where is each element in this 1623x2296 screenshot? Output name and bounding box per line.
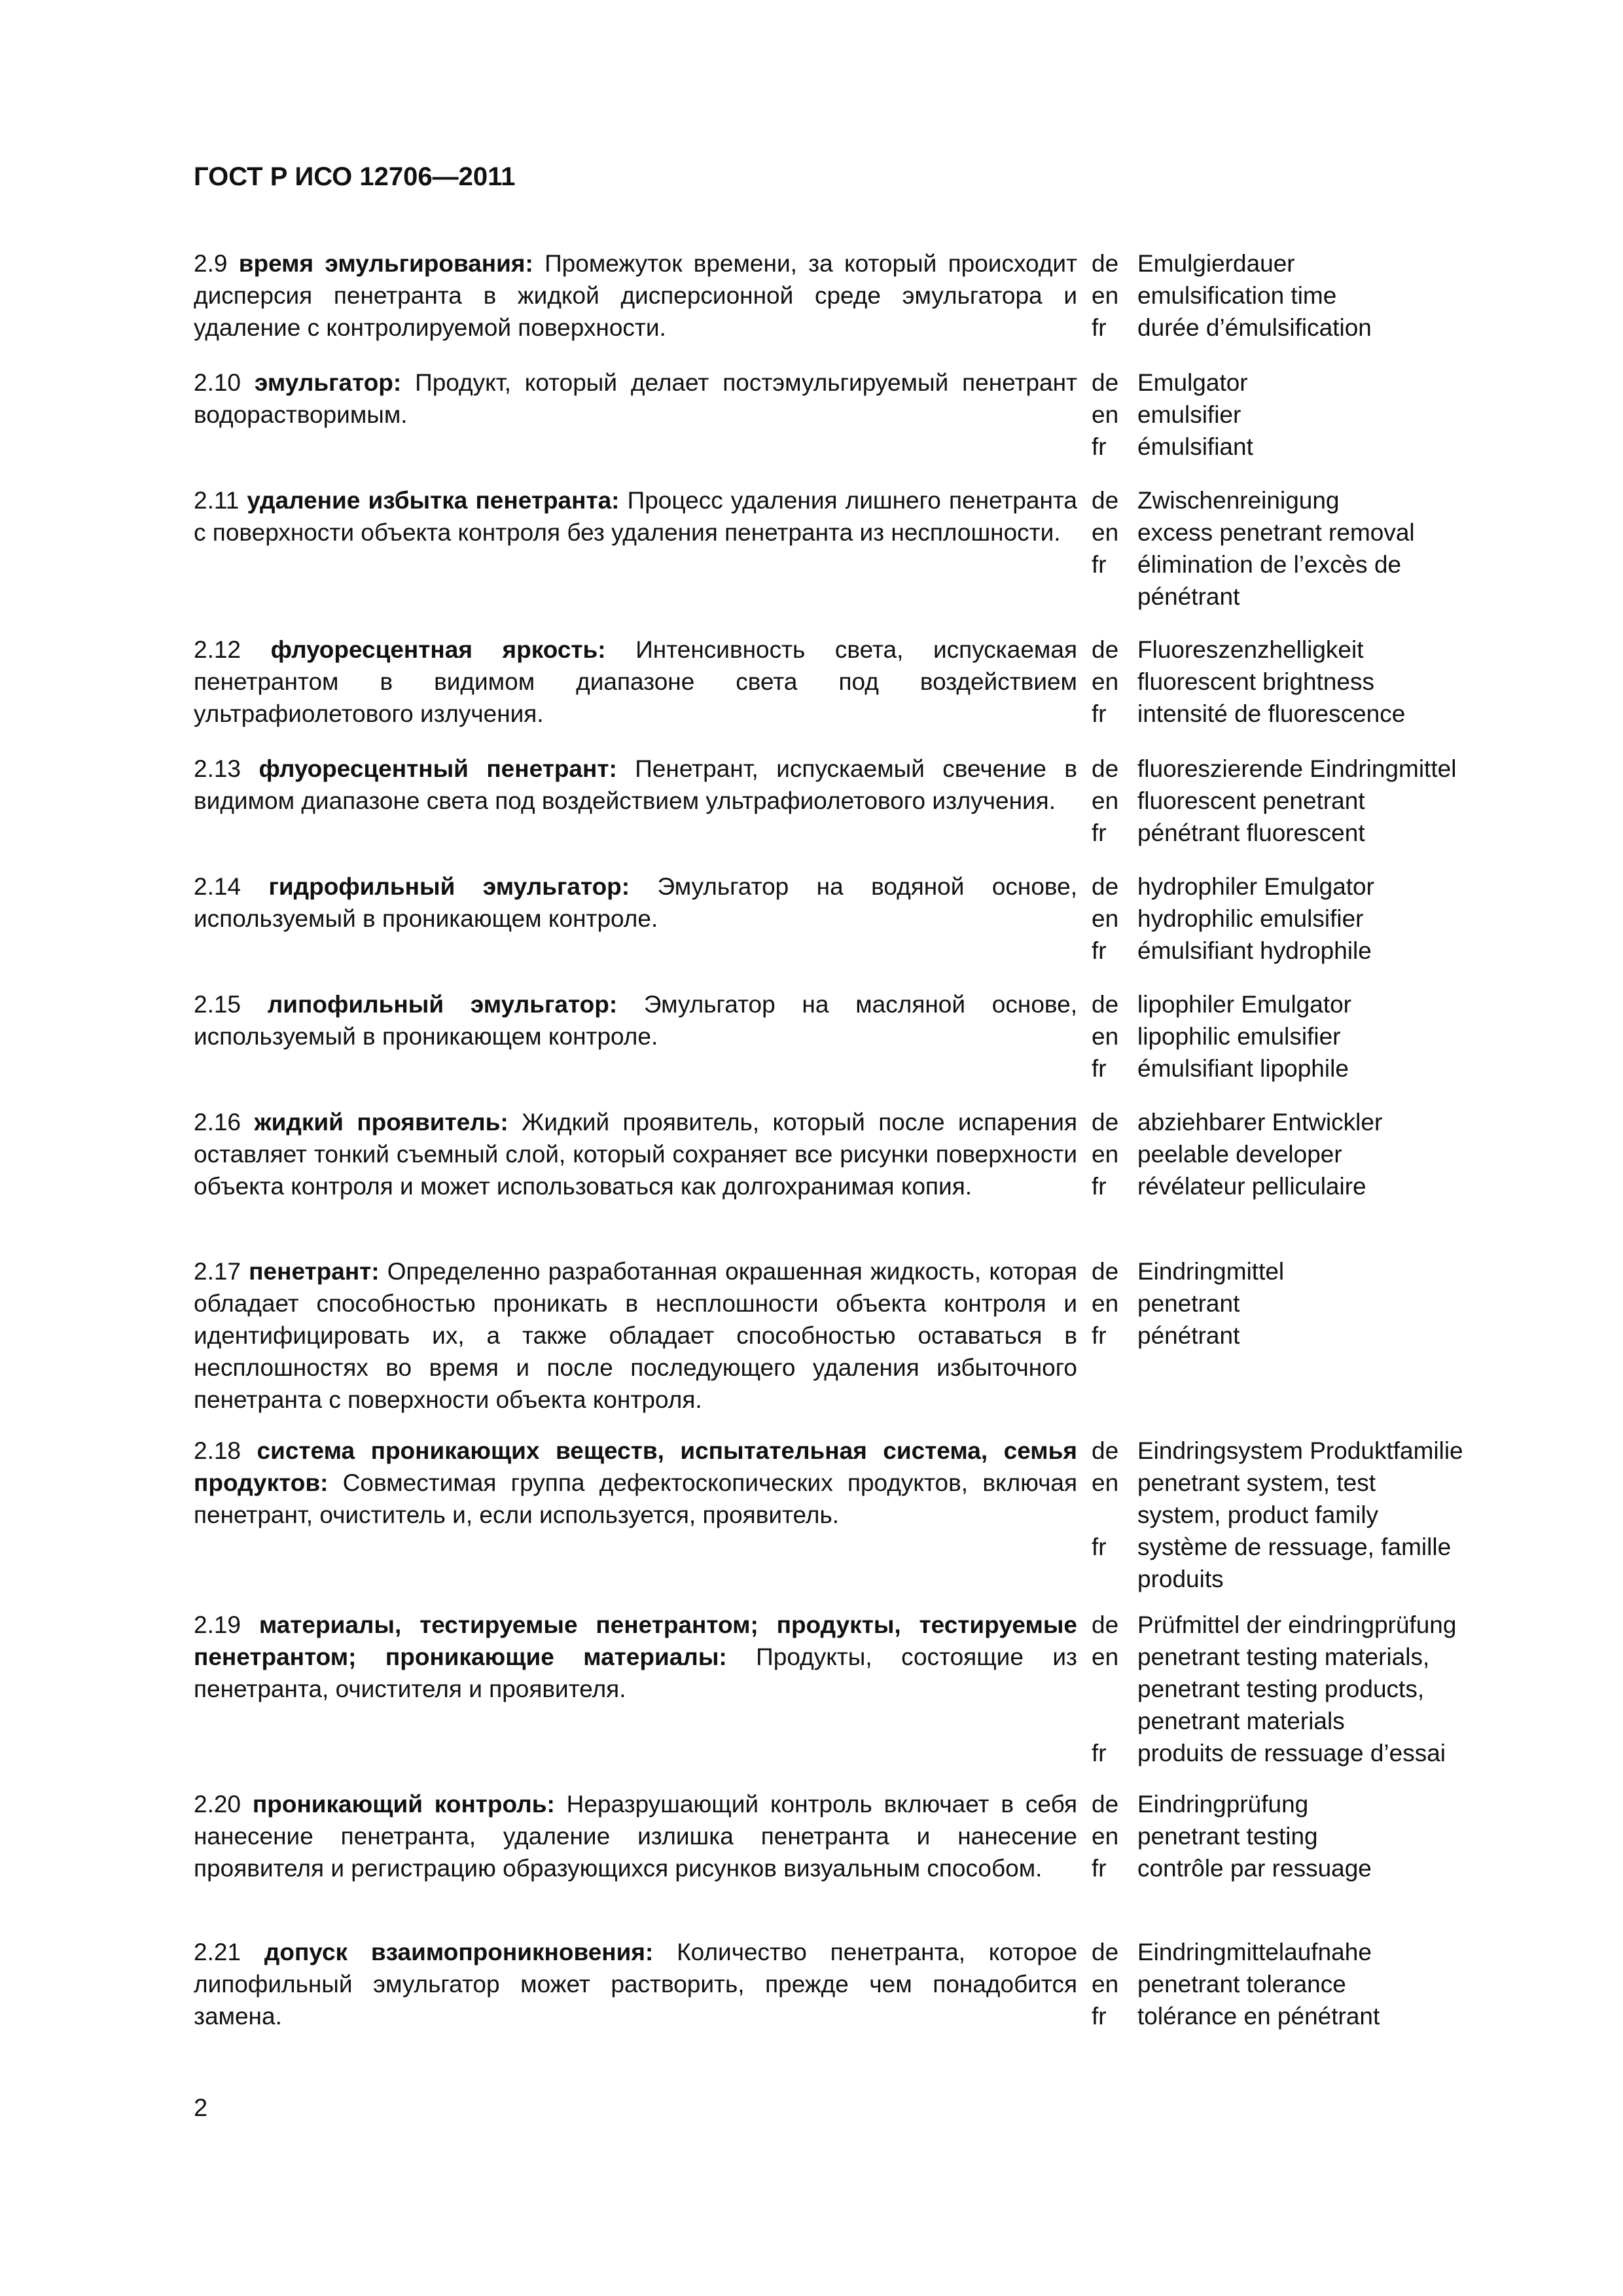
translations: de Prüfmittel der eindringprüfung en penetrant testing materials, penetrant testing products, penetrant materials fr produits de ressuage d’essai bbox=[1092, 1611, 1457, 1767]
definition: 2.13 флуоресцентный пенетрант: Пенетрант, испускаемый свечение в видимом диапазоне света под воздействием ультрафиолетового излучения. bbox=[194, 755, 1078, 814]
definition: 2.10 эмульгатор: Продукт, который делает постэмульгируемый пенетрант водорастворимым. bbox=[194, 369, 1078, 428]
translations: de Emulgator en emulsifier fr émulsifiant bbox=[1092, 369, 1253, 460]
definition: 2.11 удаление избытка пенетранта: Процесс удаления лишнего пенетранта с поверхности объекта контроля без удаления пенетранта из несплошности. bbox=[194, 487, 1078, 546]
definition: 2.21 допуск взаимопроникновения: Количество пенетранта, которое липофильный эмульгатор может растворить, прежде чем понадобится замена. bbox=[194, 1939, 1078, 2030]
translations: de Fluoreszenzhelligkeit en fluorescent brightness fr intensité de fluorescence bbox=[1092, 636, 1406, 727]
definition: 2.17 пенетрант: Определенно разработанная окрашенная жидкость, которая обладает способностью проникать в несплошности объекта контроля и идентифицировать их, а также обладает способностью оставаться в несплошностях во время и после последующего удаления избыточного пенетранта с поверхности объекта контроля. bbox=[194, 1258, 1078, 1413]
definition: 2.20 проникающий контроль: Неразрушающий контроль включает в себя нанесение пенетранта, удаление излишка пенетранта и нанесение проявителя и регистрацию образующихся рисунков визуальным способом. bbox=[194, 1791, 1078, 1882]
translations: de Eindringmittel en penetrant fr pénétrant bbox=[1092, 1258, 1285, 1349]
definition: 2.18 система проникающих веществ, испытательная система, семья продуктов: Совместимая группа дефектоскопических продуктов, включая пенетрант, очиститель и, если используется, проявитель. bbox=[194, 1437, 1078, 1528]
translations: de Emulgierdauer en emulsification time fr durée d’émulsification bbox=[1092, 250, 1372, 341]
document-header: ГОСТ Р ИСО 12706—2011 bbox=[194, 162, 516, 191]
translations: de Eindringsystem Produktfamilie en penetrant system, test system, product family fr système de ressuage, famille produits bbox=[1092, 1437, 1463, 1592]
definition: 2.15 липофильный эмульгатор: Эмульгатор на масляной основе, используемый в проникающем контроле. bbox=[194, 991, 1077, 1050]
definition: 2.19 материалы, тестируемые пенетрантом; продукты, тестируемые пенетрантом; проникающие материалы: Продукты, состоящие из пенетранта, очистителя и проявителя. bbox=[194, 1611, 1077, 1702]
translations: de Eindringmittelaufnahe en penetrant tolerance fr tolérance en pénétrant bbox=[1092, 1939, 1380, 2030]
translations: de lipophiler Emulgator en lipophilic emulsifier fr émulsifiant lipophile bbox=[1092, 991, 1352, 1082]
page-number: 2 bbox=[194, 2094, 208, 2122]
translations: de abziehbarer Entwickler en peelable developer fr révélateur pelliculaire bbox=[1092, 1109, 1383, 1200]
translations: de Zwischenreinigung en excess penetrant removal fr élimination de l’excès de pénétrant bbox=[1092, 487, 1415, 610]
translations: de fluoreszierende Eindringmittel en fluorescent penetrant fr pénétrant fluorescent bbox=[1092, 755, 1457, 846]
definition: 2.12 флуоресцентная яркость: Интенсивность света, испускаемая пенетрантом в видимом диапазоне света под воздействием ультрафиолетового излучения. bbox=[194, 636, 1077, 727]
definition: 2.14 гидрофильный эмульгатор: Эмульгатор на водяной основе, используемый в проникающем контроле. bbox=[194, 873, 1078, 932]
translations: de hydrophiler Emulgator en hydrophilic emulsifier fr émulsifiant hydrophile bbox=[1092, 873, 1374, 964]
translations: de Eindringprüfung en penetrant testing fr contrôle par ressuage bbox=[1092, 1791, 1372, 1882]
definition: 2.9 время эмульгирования: Промежуток времени, за который происходит дисперсия пенетранта в жидкой дисперсионной среде эмульгатора и удаление с контролируемой поверхности. bbox=[194, 250, 1078, 341]
definition: 2.16 жидкий проявитель: Жидкий проявитель, который после испарения оставляет тонкий съемный слой, который сохраняет все рисунки поверхности объекта контроля и может использоваться как долгохранимая копия. bbox=[194, 1109, 1078, 1200]
